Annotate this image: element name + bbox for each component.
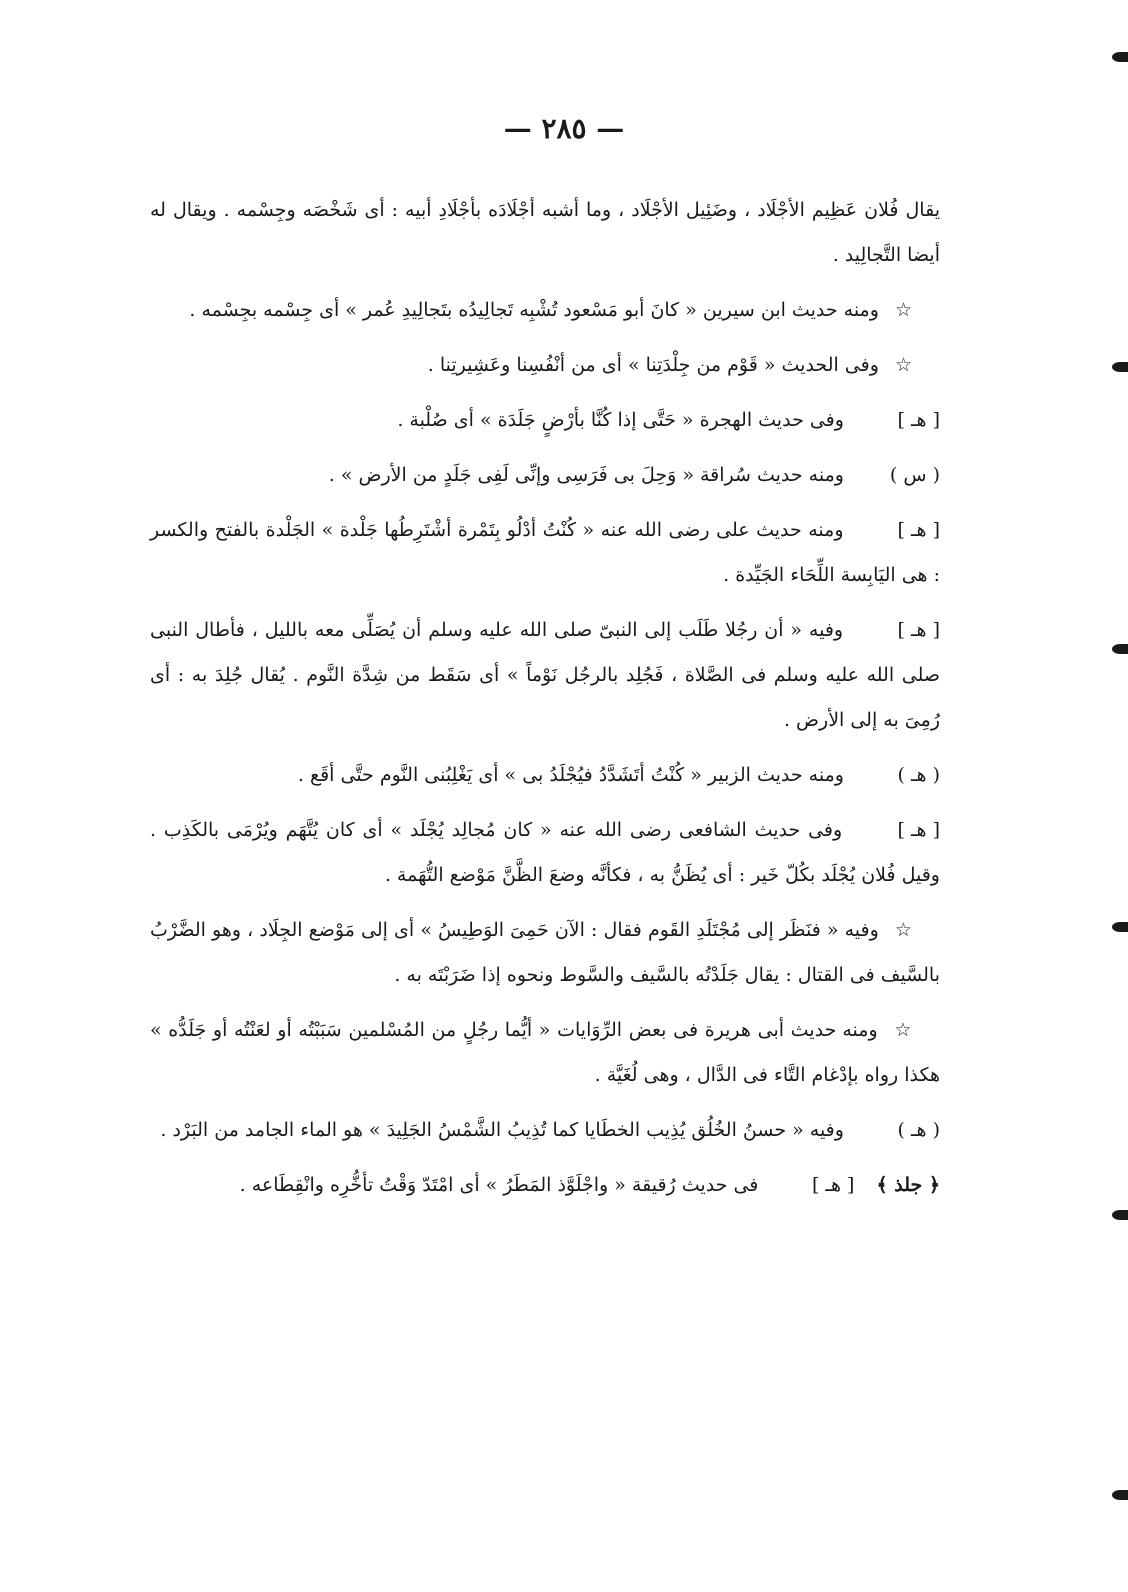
margin-mark bbox=[1112, 52, 1128, 62]
paragraph-text: وفيه « حسنُ الخُلُق يُذِيب الخطَايا كما تُذِيبُ الشَّمْسُ الجَلِيدَ » هو الماء الجامد من البَرْد . bbox=[160, 1119, 844, 1141]
paragraph bbox=[150, 453, 940, 498]
paragraph bbox=[150, 1108, 940, 1153]
paragraph-text: وفى حديث الهجرة « حَتَّى إذا كُنَّا بأرْضٍ جَلَدَة » أى صُلْبة . bbox=[397, 409, 844, 431]
margin-mark bbox=[1112, 1490, 1128, 1500]
paragraph-text: ومنه حديث على رضى الله عنه « كُنْتُ أدْلُو بِتَمْرة أشْتَرِطُها جَلْدة » الجَلْدة بالفتح والكسر : هى اليَابِسة اللِّحَاء الجَيِّدة . bbox=[150, 519, 940, 586]
source-marker: ( هـ ) bbox=[897, 764, 940, 786]
source-marker: ( هـ ) bbox=[897, 1119, 940, 1141]
headword: ﴿ جلذ ﴾ bbox=[876, 1174, 940, 1196]
paragraph bbox=[150, 808, 940, 898]
paragraph-text: يقال فُلان عَظِيم الأجْلَاد ، وضَئِيل الأجْلَاد ، وما أشبه أجْلَادَه بأجْلَادِ أبيه : أى شَخْصَه وجِسْمه . ويقال له أيضا التَّجالِيد . bbox=[150, 199, 940, 266]
star-marker: ☆ bbox=[894, 919, 912, 941]
paragraph-text: ومنه حديث أبى هريرة فى بعض الرِّوَايات « أيُّما رجُلٍ من المُسْلمين سَبَبْتُه أو لعَنْتُه أو جَلَدُّه » هكذا رواه بإدْغام التَّاء فى الدَّال ، وهى لُغَيَّة . bbox=[150, 1019, 940, 1086]
paragraph-text: ومنه حديث سُراقة « وَحِلَ بى فَرَسِى وإنِّى لَفِى جَلَدٍ من الأرض » . bbox=[328, 464, 844, 486]
star-marker: ☆ bbox=[894, 1019, 912, 1041]
paragraph-text: ومنه حديث الزبير « كُنْتُ أتَشَدَّدُ فيُجْلَدُ بى » أى يَغْلِبُنى النَّوم حتَّى أقَع . bbox=[297, 764, 844, 786]
paragraph bbox=[150, 188, 940, 278]
margin-mark bbox=[1112, 1210, 1128, 1220]
paragraph bbox=[150, 288, 940, 333]
star-marker: ☆ bbox=[894, 354, 912, 376]
paragraph bbox=[150, 608, 940, 743]
paragraph bbox=[150, 908, 940, 998]
source-marker: [ هـ ] bbox=[897, 519, 940, 541]
margin-mark bbox=[1112, 362, 1128, 372]
page-number: — ٢٨٥ — bbox=[503, 112, 625, 145]
paragraph bbox=[150, 398, 940, 443]
source-marker: [ هـ ] bbox=[897, 819, 940, 841]
dictionary-entry-text bbox=[150, 188, 940, 1218]
margin-mark bbox=[1112, 644, 1128, 654]
source-marker: [ هـ ] bbox=[811, 1174, 855, 1196]
paragraph bbox=[150, 753, 940, 798]
paragraph bbox=[150, 508, 940, 598]
paragraph-text: وفى الحديث « قَوْم من جِلْدَتِنا » أى من أنْفُسِنا وعَشِيرتِنا . bbox=[427, 354, 879, 376]
paragraph bbox=[150, 343, 940, 388]
paragraph-text: وفى حديث الشافعى رضى الله عنه « كان مُجالِد يُجْلَد » أى كان يُتَّهَم ويُرْمَى بالكَذِب . وقيل فُلان يُجْلَد بكُلّ خَير : أى يُظَنُّ به ، فكأنَّه وضعَ الظَّنَّ مَوْضع التُّهَمة . bbox=[150, 819, 940, 886]
margin-mark bbox=[1112, 922, 1128, 932]
paragraph bbox=[150, 1008, 940, 1098]
paragraph-text: ومنه حديث ابن سيرين « كانَ أبو مَسْعود تُشْبِه تَجالِيدُه بتَجالِيدِ عُمر » أى جِسْمه بجِسْمه . bbox=[189, 299, 879, 321]
paragraph bbox=[150, 1163, 940, 1208]
paragraph-text: وفيه « فنَظَر إلى مُجْتَلَدِ القَوم فقال : الآن حَمِىَ الوَطِيسُ » أى إلى مَوْضع الجِلَاد ، وهو الضَّرْبُ بالسَّيف فى القتال : يقال جَلَدْتُه بالسَّيف والسَّوط ونحوه إذا ضَرَبْتَه به . bbox=[150, 919, 940, 986]
star-marker: ☆ bbox=[894, 299, 912, 321]
paragraph-text: فى حديث رُقيقة « واجْلَوَّذ المَطَرُ » أى امْتَدّ وَقْتُ تأخُّرِه وانْقِطَاعه . bbox=[239, 1174, 759, 1196]
paragraph-text: وفيه « أن رجُلا طَلَب إلى النبىّ صلى الله عليه وسلم أن يُصَلِّى معه بالليل ، فأطال النبى صلى الله عليه وسلم فى الصَّلاة ، فَجُلِد بالرجُل نَوْماً » أى سَقَط من شِدَّة النَّوم . يُقال جُلِدَ به : أى رُمِىَ به إلى الأرض . bbox=[150, 619, 940, 731]
source-marker: ( س ) bbox=[889, 464, 940, 486]
source-marker: [ هـ ] bbox=[897, 409, 940, 431]
source-marker: [ هـ ] bbox=[897, 619, 940, 641]
